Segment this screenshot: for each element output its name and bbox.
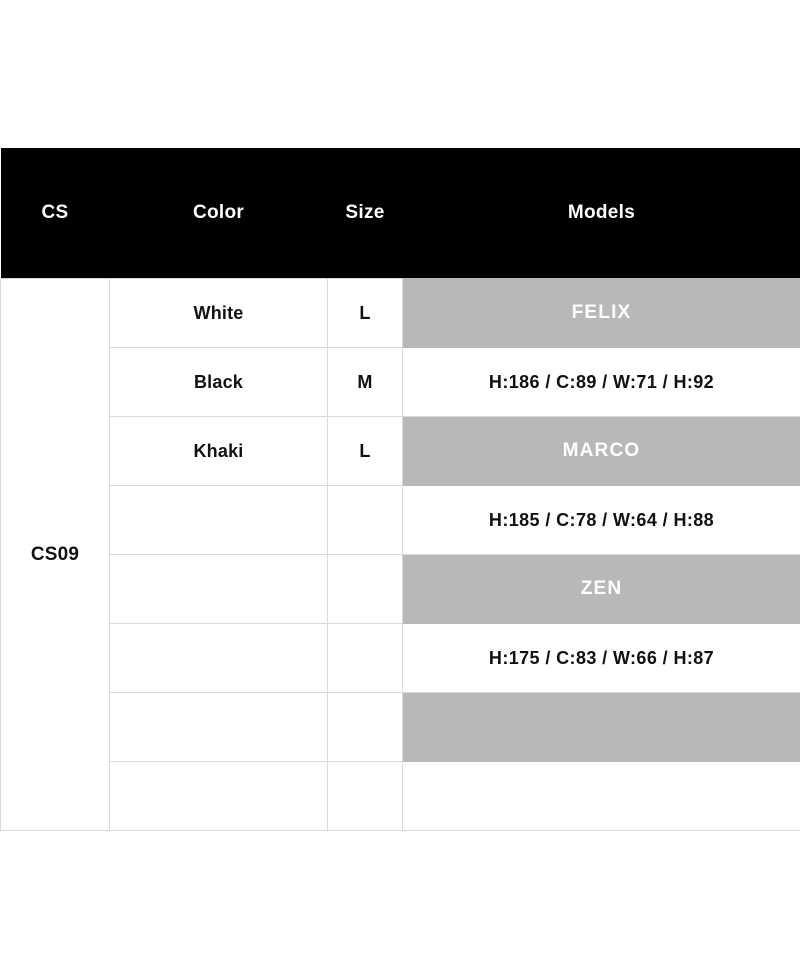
model-name-cell: MARCO xyxy=(403,417,800,486)
column-header-models: Models xyxy=(403,148,800,279)
size-cell xyxy=(328,624,403,693)
size-cell xyxy=(328,555,403,624)
size-cell: L xyxy=(328,279,403,348)
model-name-cell: FELIX xyxy=(403,279,800,348)
column-header-size: Size xyxy=(328,148,403,279)
table-row xyxy=(1,417,800,486)
table-row xyxy=(1,279,800,348)
color-cell: Khaki xyxy=(110,417,328,486)
size-cell: L xyxy=(328,417,403,486)
table-body xyxy=(1,279,800,831)
column-header-color: Color xyxy=(110,148,328,279)
size-cell xyxy=(328,762,403,831)
model-name-cell: ZEN xyxy=(403,555,800,624)
size-cell xyxy=(328,486,403,555)
table-header xyxy=(1,148,800,279)
size-cell xyxy=(328,693,403,762)
table-row xyxy=(1,486,800,555)
model-measurements-cell xyxy=(403,762,800,831)
table-row xyxy=(1,762,800,831)
table-header-row xyxy=(1,148,800,279)
model-name-cell xyxy=(403,693,800,762)
color-cell xyxy=(110,624,328,693)
model-measurements-cell: H:185 / C:78 / W:64 / H:88 xyxy=(403,486,800,555)
table-row xyxy=(1,624,800,693)
color-cell: Black xyxy=(110,348,328,417)
size-cell: M xyxy=(328,348,403,417)
column-header-cs: CS xyxy=(1,148,110,279)
color-cell xyxy=(110,693,328,762)
product-spec-table xyxy=(0,148,800,831)
model-measurements-cell: H:186 / C:89 / W:71 / H:92 xyxy=(403,348,800,417)
spec-table-container xyxy=(0,148,800,831)
table-row xyxy=(1,348,800,417)
cs-code-cell: CS09 xyxy=(1,279,110,831)
model-measurements-cell: H:175 / C:83 / W:66 / H:87 xyxy=(403,624,800,693)
color-cell xyxy=(110,486,328,555)
color-cell xyxy=(110,762,328,831)
color-cell xyxy=(110,555,328,624)
table-row xyxy=(1,555,800,624)
table-row xyxy=(1,693,800,762)
color-cell: White xyxy=(110,279,328,348)
